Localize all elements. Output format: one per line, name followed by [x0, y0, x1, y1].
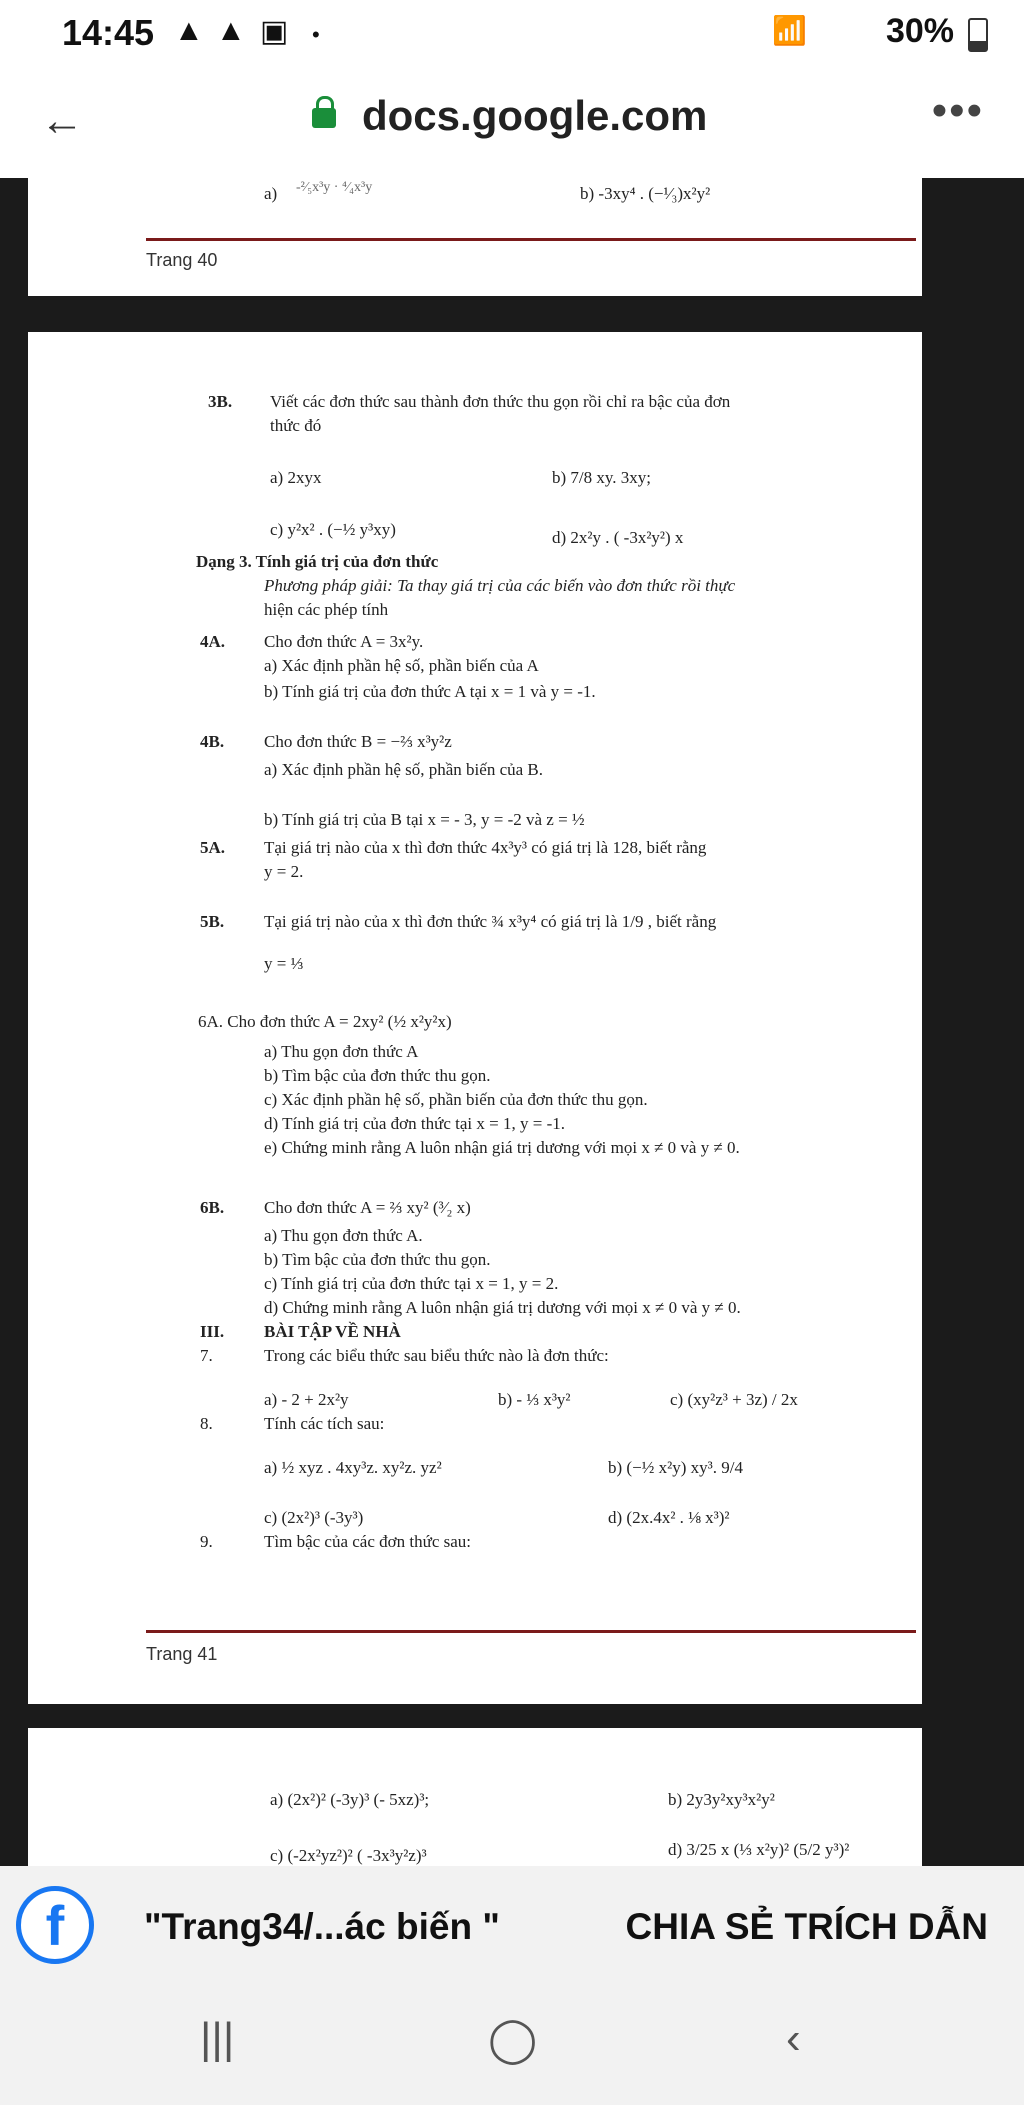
ex5b-text: Tại giá trị nào của x thì đơn thức ¾ x³y⁴ có giá trị là 1/9 , biết rằng	[264, 912, 717, 931]
page-divider	[146, 238, 916, 241]
ex5a-text: Tại giá trị nào của x thì đơn thức 4x³y³ có giá trị là 128, biết rằng	[264, 838, 707, 857]
doc-page-41	[28, 332, 922, 1704]
battery-icon	[968, 18, 988, 52]
ex7-item-a: a) - 2 + 2x²y	[264, 1390, 349, 1409]
share-quote-button[interactable]: CHIA SẺ TRÍCH DẪN	[625, 1906, 988, 1947]
ex3b-item-d: d) 2x²y . ( -3x²y²) x	[552, 528, 684, 547]
ex4a-number: 4A.	[200, 632, 226, 651]
section-3-title: BÀI TẬP VỀ NHÀ	[264, 1322, 401, 1341]
facebook-icon[interactable]: f	[16, 1886, 94, 1964]
ex5a-text-cont: y = 2.	[264, 862, 304, 881]
prev-item-b: b) -3xy⁴ . (−¹⁄₃)x²y²	[580, 184, 711, 203]
doc-page-40	[28, 178, 922, 296]
section-dang3: Dạng 3. Tính giá trị của đơn thức	[196, 552, 439, 571]
back-nav-icon[interactable]: ‹	[786, 2014, 801, 2063]
next-item-a: a) (2x²)² (-3y)³ (- 5xz)³;	[270, 1790, 430, 1809]
quote-text[interactable]: "Trang34/...ác biến "	[144, 1906, 500, 1947]
ex6a-item-a: a) Thu gọn đơn thức A	[264, 1042, 419, 1061]
ex5b-text-cont: y = ⅓	[264, 954, 304, 973]
home-icon[interactable]: ◯	[488, 2015, 538, 2064]
ex7-item-b: b) - ⅓ x³y²	[498, 1390, 571, 1409]
ex3b-item-a: a) 2xyx	[270, 468, 322, 487]
status-time: 14:45	[62, 12, 155, 53]
ex6a-item-d: d) Tính giá trị của đơn thức tại x = 1, y = -1.	[264, 1114, 565, 1133]
ex6a-item-c: c) Xác định phần hệ số, phần biến của đơn thức thu gọn.	[264, 1090, 648, 1109]
ex6a-item-e: e) Chứng minh rằng A luôn nhận giá trị dương với mọi x ≠ 0 và y ≠ 0.	[264, 1138, 740, 1157]
ex6a-text: 6A. Cho đơn thức A = 2xy² (½ x²y²x)	[198, 1012, 452, 1031]
ex4b-item-b: b) Tính giá trị của B tại x = - 3, y = -2 và z = ½	[264, 810, 585, 829]
recent-apps-icon[interactable]: |||	[200, 2014, 235, 2063]
ex6a-item-b: b) Tìm bậc của đơn thức thu gọn.	[264, 1066, 491, 1085]
ex6b-item-d: d) Chứng minh rằng A luôn nhận giá trị dương với mọi x ≠ 0 và y ≠ 0.	[264, 1298, 741, 1317]
section-3-number: III.	[200, 1322, 225, 1341]
ex4b-number: 4B.	[200, 732, 225, 751]
ex8-item-a: a) ½ xyz . 4xy³z. xy²z. yz²	[264, 1458, 442, 1477]
next-item-c: c) (-2x²yz²)² ( -3x³y²z)³	[270, 1846, 427, 1865]
dot-icon: •	[312, 22, 320, 47]
ex6b-item-c: c) Tính giá trị của đơn thức tại x = 1, y = 2.	[264, 1274, 559, 1293]
ex9-text: Tìm bậc của các đơn thức sau:	[264, 1532, 472, 1551]
prev-item-a-math: -²⁄₅x³y · ⁴⁄₄x³y	[296, 180, 373, 195]
ex4a-text: Cho đơn thức A = 3x²y.	[264, 632, 424, 651]
ex7-text: Trong các biểu thức sau biểu thức nào là đơn thức:	[264, 1346, 609, 1365]
ex7-item-c: c) (xy²z³ + 3z) / 2x	[670, 1390, 798, 1409]
ex8-number: 8.	[200, 1414, 213, 1433]
ex8-item-c: c) (2x²)³ (-3y³)	[264, 1508, 364, 1527]
warning-icon: ▲	[216, 14, 246, 47]
ex8-item-d: d) (2x.4x² . ⅛ x³)²	[608, 1508, 730, 1527]
ex4a-item-a: a) Xác định phần hệ số, phần biến của A	[264, 656, 539, 675]
status-bar	[0, 0, 1024, 66]
ex3b-number: 3B.	[208, 392, 233, 411]
ex3b-item-c: c) y²x² . (−½ y³xy)	[270, 520, 396, 539]
ex6b-item-a: a) Thu gọn đơn thức A.	[264, 1226, 423, 1245]
next-item-b: b) 2y3y²xy³x²y²	[668, 1790, 775, 1809]
system-nav-bar	[0, 1986, 1024, 2105]
browser-toolbar	[0, 66, 1024, 178]
more-menu-icon[interactable]: •••	[931, 86, 984, 135]
warning-icon: ▲	[174, 14, 204, 47]
ex7-number: 7.	[200, 1346, 213, 1365]
ex3b-text: Viết các đơn thức sau thành đơn thức thu gọn rồi chỉ ra bậc của đơn	[270, 392, 731, 411]
back-arrow-icon[interactable]: ←	[40, 96, 84, 145]
ex5b-number: 5B.	[200, 912, 225, 931]
page-label: Trang 40	[146, 250, 218, 270]
ex4b-item-a: a) Xác định phần hệ số, phần biến của B.	[264, 760, 543, 779]
page-label: Trang 41	[146, 1644, 218, 1664]
ex6b-number: 6B.	[200, 1198, 225, 1217]
doc-page-42	[28, 1728, 922, 1866]
ex3b-text-cont: thức đó	[270, 416, 322, 435]
ex8-item-b: b) (−½ x²y) xy³. 9/4	[608, 1458, 743, 1477]
ex4a-item-b: b) Tính giá trị của đơn thức A tại x = 1 và y = -1.	[264, 682, 596, 701]
ex5a-number: 5A.	[200, 838, 226, 857]
ex6b-item-b: b) Tìm bậc của đơn thức thu gọn.	[264, 1250, 491, 1269]
lock-icon[interactable]	[312, 108, 336, 128]
notification-icon: ▣	[260, 15, 289, 48]
ex3b-item-b: b) 7/8 xy. 3xy;	[552, 468, 652, 487]
page-divider	[146, 1630, 916, 1633]
ex8-text: Tính các tích sau:	[264, 1414, 385, 1433]
ex9-number: 9.	[200, 1532, 213, 1551]
prev-item-a: a)	[264, 184, 278, 203]
url-domain[interactable]: docs.google.com	[362, 92, 708, 139]
method-text: Phương pháp giải: Ta thay giá trị của các biến vào đơn thức rồi thực	[264, 576, 736, 595]
method-text-cont: hiện các phép tính	[264, 600, 389, 619]
ex6b-text: Cho đơn thức A = ⅔ xy² (³⁄₂ x)	[264, 1198, 471, 1217]
wifi-icon: 📶	[772, 15, 807, 46]
ex4b-text: Cho đơn thức B = −⅔ x³y²z	[264, 732, 452, 751]
share-bar	[0, 1866, 1024, 1986]
next-item-d: d) 3/25 x (⅓ x²y)² (5/2 y³)²	[668, 1840, 850, 1859]
battery-percent: 30%	[885, 12, 954, 50]
